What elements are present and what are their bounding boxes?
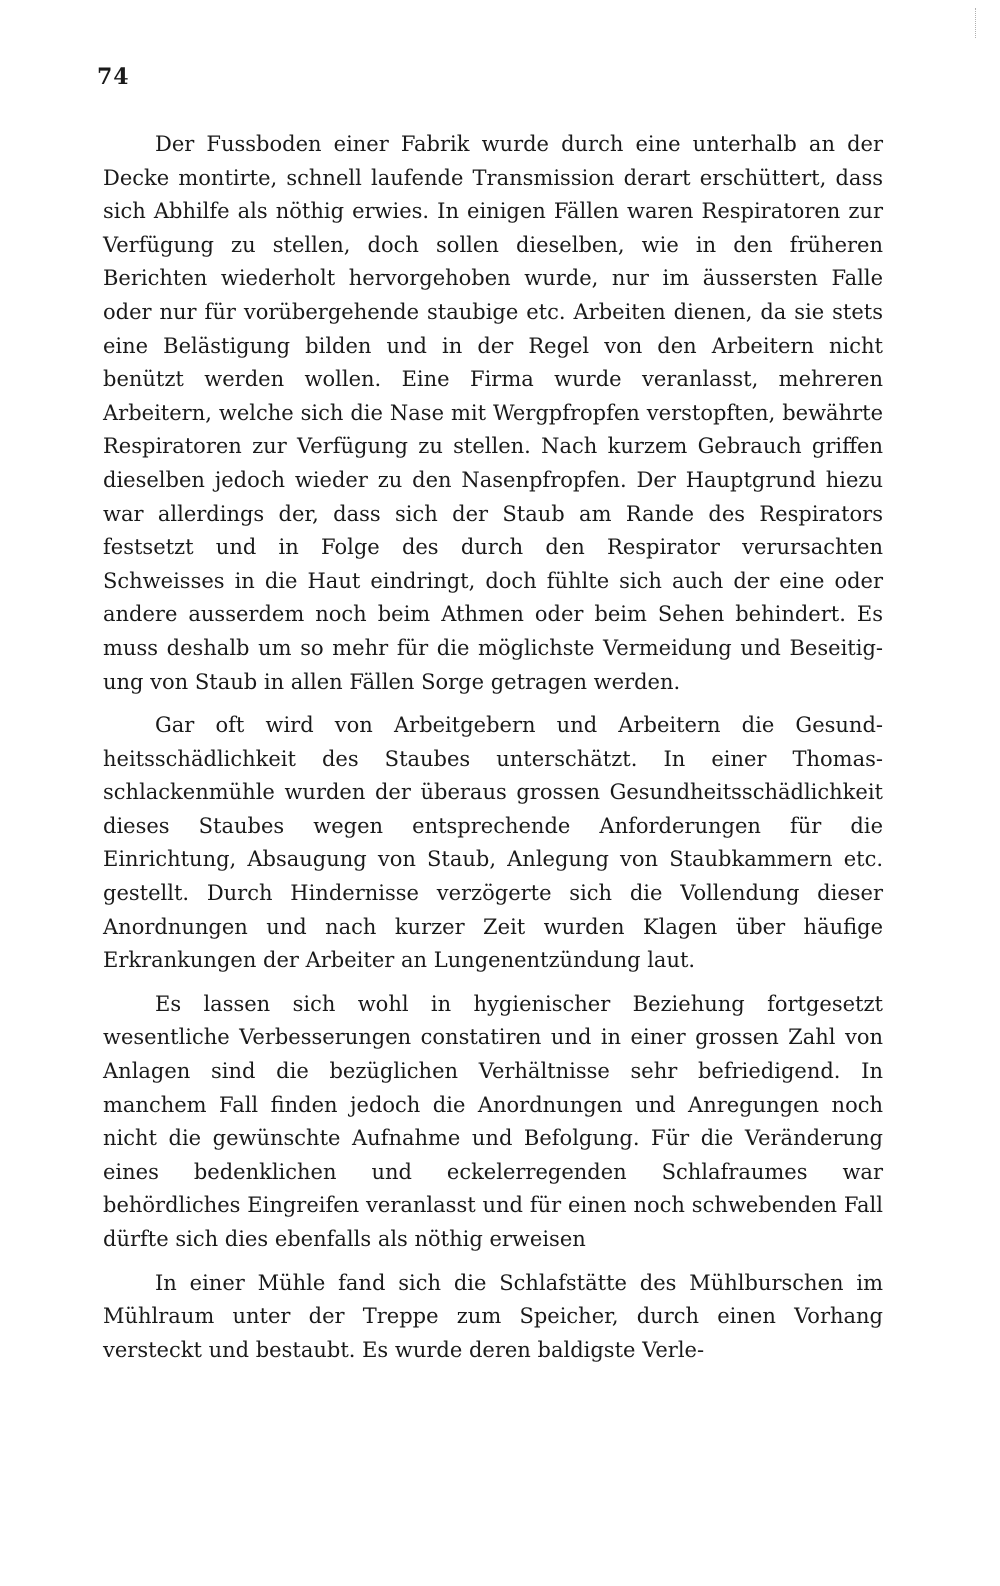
paragraph-2: Gar oft wird von Arbeitgebern und Arbeitern die Gesundheitsschädlichkeit des Staubes unterschätzt. In einer Thomasschlackenmühle wurden der überaus grossen Gesundheitsschädlichkeit dieses Staubes wegen entsprechende Anforderungen für die Einrichtung, Absaugung von Staub, Anlegung von Staubkammern etc. gestellt. Durch Hindernisse verzögerte sich die Vollendung dieser Anordnungen und nach kurzer Zeit wurden Klagen über häufige Erkrankungen der Arbeiter an Lungenentzündung laut. [103,713,883,973]
paragraph-4: In einer Mühle fand sich die Schlafstätte des Mühlburschen im Mühlraum unter der Treppe zum Speicher, durch einen Vorhang versteckt und bestaubt. Es wurde deren baldigste Verle- [103,1270,883,1362]
margin-mark [975,8,978,38]
page-number: 74 [97,64,130,90]
body-text [103,128,883,1367]
paragraph-1: Der Fussboden einer Fabrik wurde durch eine unterhalb an der Decke montirte, schnell laufende Transmission derart erschüttert, dass sich Abhilfe als nöthig erwies. In einigen Fällen waren Respiratoren zur Verfügung zu stellen, doch sollen dieselben, wie in den früheren Berichten wiederholt hervorgehoben wurde, nur im äussersten Falle oder nur für vorübergehende staubige etc. Arbeiten dienen, da sie stets eine Belästigung bilden und in der Regel von den Arbeitern nicht benützt werden wollen. Eine Firma wurde veranlasst, mehreren Arbeitern, welche sich die Nase mit Wergpfropfen verstopften, bewährte Respiratoren zur Verfügung zu stellen. Nach kurzem Gebrauch griffen dieselben jedoch wieder zu den Nasenpfropfen. Der Hauptgrund hiezu war allerdings der, dass sich der Staub am Rande des Respirators festsetzt und in Folge des durch den Respirator verursachten Schweisses in die Haut eindringt, doch fühlte sich auch der eine oder andere ausserdem noch beim Athmen oder beim Sehen behindert. Es muss deshalb um so mehr für die möglichste Vermeidung und Beseitigung von Staub in allen Fällen Sorge getragen werden. [103,132,883,694]
paragraph-3: Es lassen sich wohl in hygienischer Beziehung fortgesetzt wesentliche Verbesserungen constatiren und in einer grossen Zahl von Anlagen sind die bezüglichen Verhältnisse sehr befriedigend. In manchem Fall finden jedoch die Anordnungen und Anregungen noch nicht die gewünschte Aufnahme und Befolgung. Für die Veränderung eines bedenklichen und eckelerregenden Schlafraumes war behördliches Eingreifen veranlasst und für einen noch schwebenden Fall dürfte sich dies ebenfalls als nöthig erweisen [103,991,883,1251]
